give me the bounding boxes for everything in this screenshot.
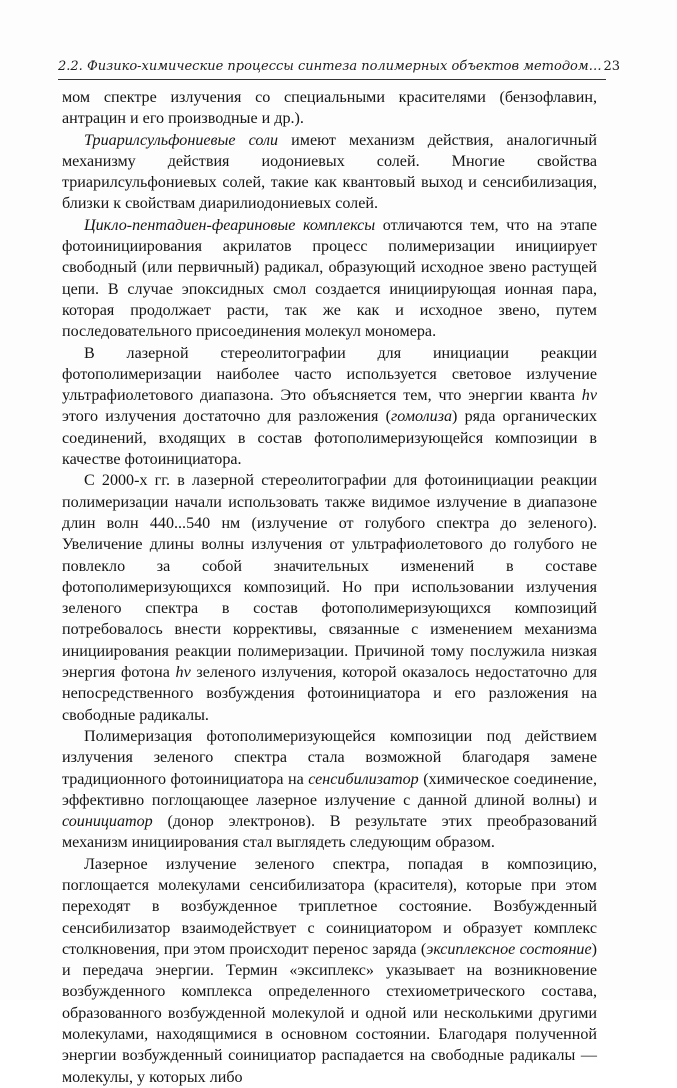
paragraph-text: Лазерное излучение зеленого спектра, попадая в композицию, поглощается молекулами сенсибилизатора (красителя), которые при этом переходят в возбужденное триплетное состояние. Возбужденный сенсибилизатор взаимодействует с соинициатором и образует комплекс столкновения, при этом происходит перенос заряда ( [62, 855, 597, 958]
symbol-photon-energy: hν [581, 387, 597, 405]
paragraph-text: (химическое соединение, эффективно поглощающее лазерное излучение с данной длиной волны) и [62, 770, 597, 809]
term-homolysis: гомолиза [391, 408, 453, 426]
header-rule [58, 79, 606, 80]
paragraph-green-polymerization [62, 726, 597, 854]
paragraph-text: имеют механизм действия, аналогичный механизму действия иодониевых солей. Многие свойства триарилсульфониевых солей, такие как квантовый выход и сенсибилизация, близки к свойствам диарилиодониевых солей. [62, 131, 597, 213]
paragraph-triarylsulfonium [62, 130, 597, 215]
paragraph-text: мом спектре излучения со специальными красителями (бензофлавин, антрацин и его производные и др.). [62, 89, 597, 128]
paragraph-text: ) ряда органических соединений, входящих в состав фотополимеризующейся композиции в качестве фотоинициатора. [62, 408, 597, 469]
paragraph-text: (донор электронов). В результате этих преобразований механизм инициирования стал выглядеть следующим образом. [62, 813, 597, 852]
paragraph-text: отличаются тем, что на этапе фотоинициирования акрилатов процесс полимеризации инициирует свободный (или первичный) радикал, образующий исходное звено растущей цепи. В случае эпоксидных смол создается инициирующая ионная пара, которая продолжает расти, так же как и исходное звено, путем последовательного присоединения молекул мономера. [62, 216, 597, 341]
paragraph-cyclopentadiene-complexes [62, 215, 597, 343]
paragraph-text: этого излучения достаточно для разложения ( [62, 408, 391, 426]
paragraph-text: ) и передача энергии. Термин «эксиплекс» указывает на возникновение возбужденного комплекса определенного стехиометрического состава, образованного возбужденной молекулой и одной или несколькими другими молекулами, находящимися в основном состоянии. Благодаря полученной энергии возбужденный соинициатор распадается на свободные радикалы — молекулы, у которых либо [62, 940, 597, 1086]
paragraph-exciplex-mechanism [62, 854, 597, 1088]
paragraph-continuation [62, 87, 597, 130]
term-exciplex-state: эксиплексное состояние [426, 940, 592, 958]
term-sensitizer: сенсибилизатор [308, 770, 419, 788]
page-number: 23 [603, 59, 620, 74]
body-text [62, 87, 597, 1088]
paragraph-text: Полимеризация фотополимеризующейся композиции под действием излучения зеленого спектра стала возможной благодаря замене традиционного фотоинициатора на [62, 727, 597, 788]
paragraph-text: зеленого излучения, которой оказалось недостаточно для непосредственного возбуждения фотоинициатора и его разложения на свободные радикалы. [62, 664, 598, 724]
paragraph-uv-stereolithography [62, 343, 597, 471]
paragraph-visible-light [62, 470, 597, 726]
term-triarylsulfonium-salts: Триарилсульфониевые соли [84, 131, 279, 149]
term-coinitiator: соинициатор [62, 813, 153, 831]
symbol-photon-energy: hν [175, 664, 191, 682]
paragraph-text: С 2000-х гг. в лазерной стереолитографии для фотоинициации реакции полимеризации начали использовать также видимое излучение в диапазоне длин волн 440...540 нм (излучение от голубого спектра до зеленого). Увеличение длины волны излучения от ультрафиолетового до голубого не повлекло за собой значительных изменений в составе фотополимеризующихся композиций. Но при использовании излучения зеленого спектра в состав фотополимеризующихся композиций потребовалось внести коррективы, связанные с изменением механизма инициирования реакции полимеризации. Причиной тому послужила низкая энергия фотона [62, 472, 597, 682]
term-cyclopentadiene-complexes: Цикло-пентадиен-феариновые комплексы [84, 216, 376, 234]
running-header-title: 2.2. Физико-химические процессы синтеза полимерных объектов методом… [58, 59, 602, 74]
paragraph-text: В лазерной стереолитографии для инициации реакции фотополимеризации наиболее часто используется световое излучение ультрафиолетового диапазона. Это объясняется тем, что энергии кванта [62, 344, 597, 405]
